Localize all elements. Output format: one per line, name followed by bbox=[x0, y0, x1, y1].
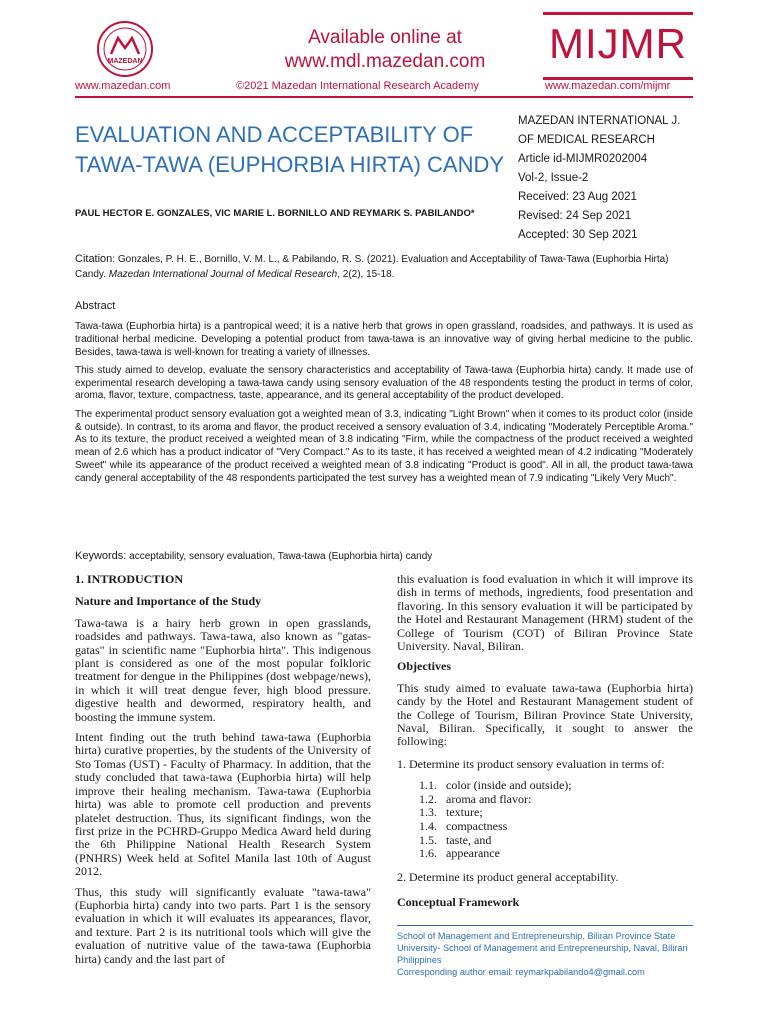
journal-name-2: OF MEDICAL RESEARCH bbox=[518, 134, 655, 146]
article-title: EVALUATION AND ACCEPTABILITY OF TAWA-TAWA (EUPHORBIA HIRTA) CANDY bbox=[75, 122, 505, 177]
objectives-heading: Objectives bbox=[397, 659, 451, 674]
objective-item-2: 2. Determine its product general acceptability. bbox=[397, 869, 619, 884]
sublist-item: 1.1. color (inside and outside); bbox=[419, 778, 572, 793]
introduction-heading: 1. INTRODUCTION bbox=[75, 572, 184, 586]
nature-heading: Nature and Importance of the Study bbox=[75, 594, 262, 609]
sublist-item: 1.2. aroma and flavor: bbox=[419, 791, 532, 806]
abstract-heading: Abstract bbox=[75, 300, 116, 312]
abstract-paragraph: Tawa-tawa (Euphorbia hirta) is a pantropical weed; it is a native herb that grows in open grassland, roadsides, and pathways. It is used as traditional herbal medicine. Developing a potential product from tawa-tawa is an innovative way of giving herbal medicine to the public. Besides, tawa-tawa is well-known for treating a variety of illnesses. bbox=[75, 321, 693, 358]
abstract-paragraph: The experimental product sensory evaluation got a weighted mean of 3.3, indicating "Light Brown" when it comes to its product color (inside & outside). In contrast, to its aroma and flavor, the product received a sensory evaluation of 3.4, indicating "Moderately Perceptible Aroma." As to its texture, the product received a weighted mean of 3.8 indicating "Firm, while the compactness of the product received a weighted mean of 2.6 which has a product indicator of "Very Compact." As to its taste, it has received a weighted mean of 4.2 indicating "Moderately Sweet" while its appearance of the product received a weighted mean of 3.8 indicating "Product is good". All in all, the product tawa-tawa candy general acceptability of the 48 respondents participated the test survey has a weighted mean of 7.9 indicating "Likely Very Much". bbox=[75, 408, 693, 484]
footnote bbox=[397, 930, 693, 978]
body-paragraph: Thus, this study will significantly evaluate "tawa-tawa" (Euphorbia hirta) candy into two parts. Part 1 is the sensory evaluation in which it will evaluates its appearances, flavor, and texture. Part 2 is its nutritional tools which will give the evaluation of nutritive value of the tawa-tawa (Euphorbia hirta) candy and the last part of bbox=[75, 884, 371, 966]
brand-text: MIJMR bbox=[549, 20, 687, 67]
volume: Vol-2, Issue-2 bbox=[518, 172, 589, 184]
logo-text: MAZEDAN bbox=[107, 58, 143, 65]
header-divider bbox=[75, 96, 693, 98]
journal-brand bbox=[543, 12, 693, 80]
citation-label: Citation bbox=[75, 253, 113, 265]
framework-heading: Conceptual Framework bbox=[397, 895, 520, 910]
received-date: Received: 23 Aug 2021 bbox=[518, 191, 637, 203]
citation-tail: , 2(2), 15-18. bbox=[337, 269, 395, 280]
revised-date: Revised: 24 Sep 2021 bbox=[518, 210, 632, 222]
available-online bbox=[250, 26, 520, 74]
abstract-paragraph: This study aimed to develop, evaluate the sensory characteristics and acceptability of Tawa-tawa (Euphorbia hirta) candy. It made use of experimental research developing a tawa-tawa candy using sensory evaluation of the 48 respondents testing the product in terms of color, aroma, flavor, texture, compactness, taste, appearance, and its general acceptability of the product developed. bbox=[75, 364, 693, 402]
header-copyright: ©2021 Mazedan International Research Academy bbox=[236, 80, 479, 92]
keywords bbox=[75, 550, 693, 562]
header-left-url[interactable]: www.mazedan.com bbox=[75, 80, 171, 92]
left-column bbox=[75, 573, 371, 973]
available-line1: Available online at bbox=[308, 27, 462, 48]
sublist-item: 1.6. appearance bbox=[419, 846, 500, 861]
footnote-divider bbox=[397, 925, 693, 926]
sublist-item: 1.5. taste, and bbox=[419, 832, 492, 847]
header-right-url[interactable]: www.mazedan.com/mijmr bbox=[545, 80, 671, 92]
available-url[interactable]: www.mdl.mazedan.com bbox=[284, 51, 486, 72]
sublist-item: 1.3. texture; bbox=[419, 805, 483, 820]
citation-journal: Mazedan International Journal of Medical Research bbox=[108, 269, 338, 280]
journal-name-1: MAZEDAN INTERNATIONAL J. bbox=[518, 115, 681, 127]
body-paragraph: Tawa-tawa is a hairy herb grown in open grasslands, roadsides and pathways. Tawa-tawa, also known as "gatas-gatas" in scientific name "Euphorbia hirta". This indigenous plant is considered as one of the most popular folkloric treatment for dengue in the Philippines (dost webpage/news), in which it will treat dengue fever, high blood pressure. digestive health and dewormed, respiratory health, and boosting the immune system. bbox=[75, 615, 371, 724]
body-paragraph: this evaluation is food evaluation in which it will improve its dish in terms of methods, ingredients, food presentation and flavoring. In this sensory evaluation it will be participated by the Hotel and Restaurant Management (HRM) student of the College of Tourism (COT) of Biliran Province State University. Naval, Biliran. bbox=[397, 572, 693, 654]
citation-text: : Gonzales, P. H. E., Bornillo, V. M. L., & Pabilando, R. S. (2021). Evaluation and Acceptability of Tawa-Tawa (Euphorbia Hirta) Candy. bbox=[75, 254, 669, 280]
objectives-paragraph: This study aimed to evaluate tawa-tawa (Euphorbia hirta) candy by the Hotel and Restaurant Management student of the College of Tourism, Biliran Province State University, Naval, Biliran. Specifically, it sought to answer the following: bbox=[397, 680, 693, 749]
objective-item-1: 1. Determine its product sensory evaluation in terms of: bbox=[397, 756, 665, 771]
keywords-label: Keywords: bbox=[75, 550, 127, 562]
article-id: Article id-MIJMR0202004 bbox=[518, 153, 648, 165]
sublist-item: 1.4. compactness bbox=[419, 819, 508, 834]
journal-info bbox=[518, 112, 708, 245]
accepted-date: Accepted: 30 Sep 2021 bbox=[518, 229, 638, 241]
body-paragraph: Intent finding out the truth behind tawa-tawa (Euphorbia hirta) curative properties, by the students of the University of Sto Tomas (UST) - Faculty of Pharmacy. In addition, that the study concluded that tawa-tawa (Euphorbia hirta) will help improve their healing mechanism. Tawa-tawa (Euphorbia hirta) was able to promote cell production and prevents platelet destruction. Thus, its significant findings, won the first prize in the PCHRD-Gruppo Medica Award held during the 6th Philippine National Health Research System (PNHRS) Week held at Sofitel Manila last 10th of August 2012. bbox=[75, 730, 371, 879]
mazedan-logo bbox=[96, 20, 154, 78]
affiliation: School of Management and Entrepreneurship, Biliran Province State University- School of Management and Entrepreneurship, Naval, Biliran Philippines bbox=[397, 931, 688, 965]
keywords-text: acceptability, sensory evaluation, Tawa-tawa (Euphorbia hirta) candy bbox=[126, 551, 433, 562]
article-authors: PAUL HECTOR E. GONZALES, VIC MARIE L. BORNILLO AND REYMARK S. PABILANDO* bbox=[75, 208, 475, 219]
citation bbox=[75, 252, 693, 282]
objective-sublist bbox=[419, 779, 693, 861]
right-column bbox=[397, 573, 693, 918]
corresponding-email[interactable]: Corresponding author email: reymarkpabilando4@gmail.com bbox=[397, 967, 645, 977]
abstract-body bbox=[75, 321, 693, 491]
